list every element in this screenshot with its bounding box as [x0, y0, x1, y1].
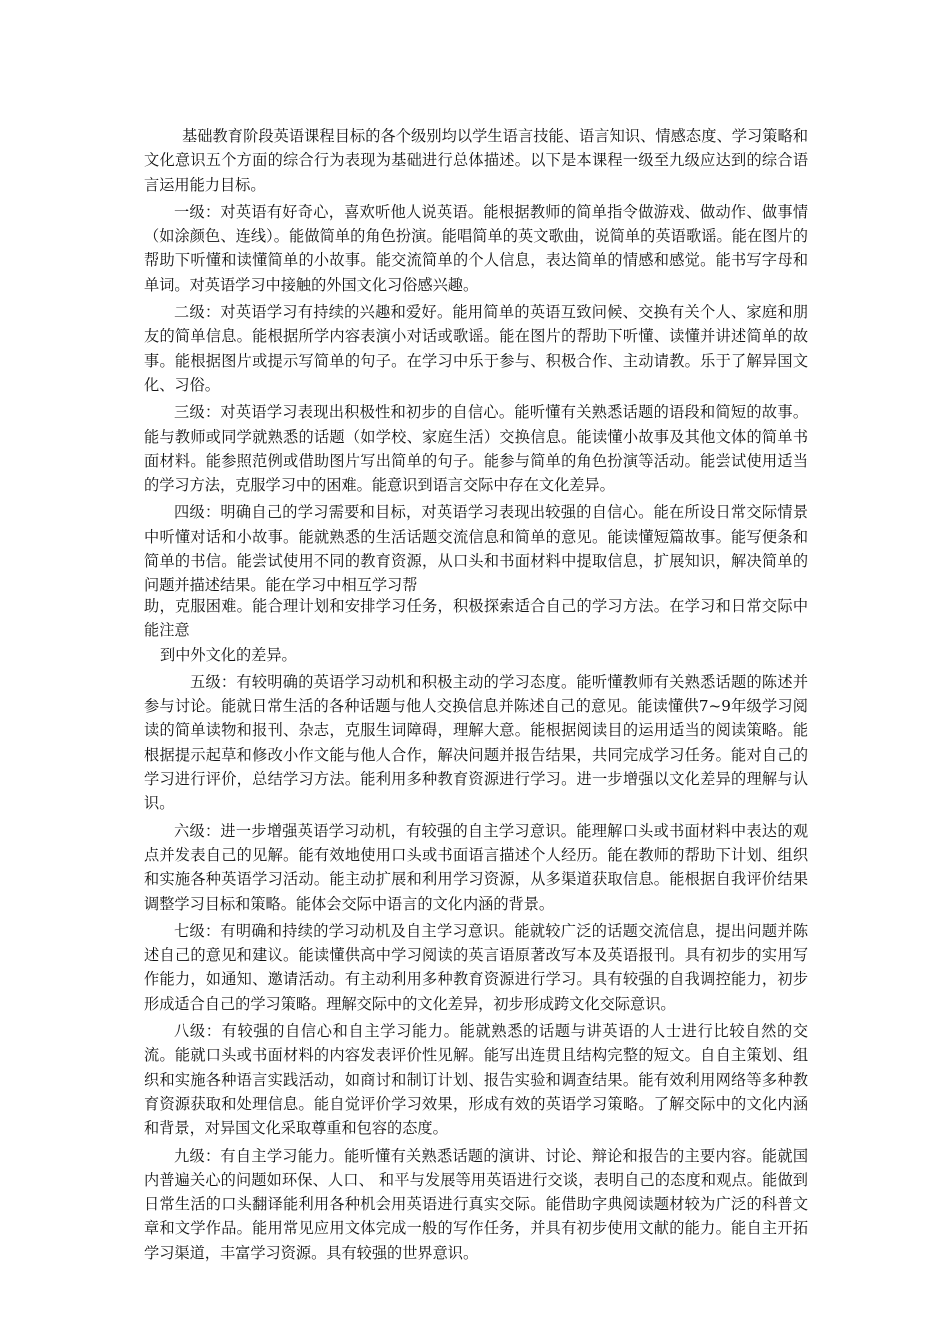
continuation-line-1: 助，克服困难。能合理计划和安排学习任务，积极探索适合自己的学习方法。在学习和日常交际中能注意 [144, 597, 808, 640]
intro-paragraph: 基础教育阶段英语课程目标的各个级别均以学生语言技能、语言知识、情感态度、学习策略和文化意识五个方面的综合行为表现为基础进行总体描述。以下是本课程一级至九级应达到的综合语言运用能力目标。 [144, 127, 808, 194]
continuation-line-2: 到中外文化的差异。 [160, 645, 297, 664]
text-block-lower [144, 594, 808, 1265]
level-8-paragraph: 八级：有较强的自信心和自主学习能力。能就熟悉的话题与讲英语的人士进行比较自然的交流。能就口头或书面材料的内容发表评价性见解。能写出连贯且结构完整的短文。自自主策划、组织和实施各种语言实践活动，如商讨和制订计划、报告实验和调查结果。能有效利用网络等多种教育资源获取和处理信息。能自觉评价学习效果，形成有效的英语学习策略。了解交际中的文化内涵和背景，对异国文化采取尊重和包容的态度。 [144, 1022, 808, 1138]
level-1-paragraph: 一级：对英语有好奇心，喜欢听他人说英语。能根据教师的简单指令做游戏、做动作、做事情（如涂颜色、连线）。能做简单的角色扮演。能唱简单的英文歌曲，说简单的英语歌谣。能在图片的帮助下听懂和读懂简单的小故事。能交流简单的个人信息，表达简单的情感和感觉。能书写字母和单词。对英语学习中接触的外国文化习俗感兴趣。 [144, 202, 808, 294]
level-3-paragraph: 三级：对英语学习表现出积极性和初步的自信心。能听懂有关熟悉话题的语段和简短的故事。能与教师或同学就熟悉的话题（如学校、家庭生活）交换信息。能读懂小故事及其他文体的简单书面材料。能参照范例或借助图片写出简单的句子。能参与简单的角色扮演等活动。能尝试使用适当的学习方法，克服学习中的困难。能意识到语言交际中存在文化差异。 [144, 403, 808, 495]
level-7-paragraph: 七级：有明确和持续的学习动机及自主学习意识。能就较广泛的话题交流信息，提出问题并陈述自己的意见和建议。能读懂供高中学习阅读的英言语原著改写本及英语报刊。具有初步的实用写作能力，如通知、邀请活动。有主动利用多种教育资源进行学习。具有较强的自我调控能力，初步形成适合自己的学习策略。理解交际中的文化差异，初步形成跨文化交际意识。 [144, 921, 808, 1013]
text-block-upper [144, 124, 808, 598]
level-6-paragraph: 六级：进一步增强英语学习动机，有较强的自主学习意识。能理解口头或书面材料中表达的观点并发表自己的见解。能有效地使用口头或书面语言描述个人经历。能在教师的帮助下计划、组织和实施各种英语学习活动。能主动扩展和利用学习资源，从多渠道获取信息。能根据自我评价结果调整学习目标和策略。能体会交际中语言的文化内涵的背景。 [144, 821, 808, 913]
level-2-paragraph: 二级：对英语学习有持续的兴趣和爱好。能用简单的英语互致问候、交换有关个人、家庭和朋友的简单信息。能根据所学内容表演小对话或歌谣。能在图片的帮助下听懂、读懂并讲述简单的故事。能根据图片或提示写简单的句子。在学习中乐于参与、积极合作、主动请教。乐于了解异国文化、习俗。 [144, 303, 808, 394]
level-9-paragraph: 九级：有自主学习能力。能听懂有关熟悉话题的演讲、讨论、辩论和报告的主要内容。能就国内普遍关心的问题如环保、人口、 和平与发展等用英语进行交谈，表明自己的态度和观点。能做到日常生活的口头翻译能利用各种机会用英语进行真实交际。能借助字典阅读题材较为广泛的科普文章和文学作品。能用常见应用文体完成一般的写作任务，并具有初步使用文献的能力。能自主开拓学习渠道，丰富学习资源。具有较强的世界意识。 [144, 1146, 808, 1262]
level-5-paragraph: 五级：有较明确的英语学习动机和积极主动的学习态度。能听懂教师有关熟悉话题的陈述并参与讨论。能就日常生活的各种话题与他人交换信息并陈述自己的意见。能读懂供7~9年级学习阅读的简单读物和报刊、杂志，克服生词障碍，理解大意。能根据阅读目的运用适当的阅读策略。能根据提示起草和修改小作文能与他人合作，解决问题并报告结果，共同完成学习任务。能对自己的学习进行评价，总结学习方法。能利用多种教育资源进行学习。进一步增强以文化差异的理解与认识。 [144, 672, 808, 813]
level-4-paragraph: 四级：明确自己的学习需要和目标，对英语学习表现出较强的自信心。能在所设日常交际情景中听懂对话和小故事。能就熟悉的生活话题交流信息和简单的意见。能读懂短篇故事。能写便条和简单的书信。能尝试使用不同的教育资源，从口头和书面材料中提取信息，扩展知识，解决简单的问题并描述结果。能在学习中相互学习帮 [144, 503, 808, 595]
level-4-continuation [144, 594, 808, 667]
